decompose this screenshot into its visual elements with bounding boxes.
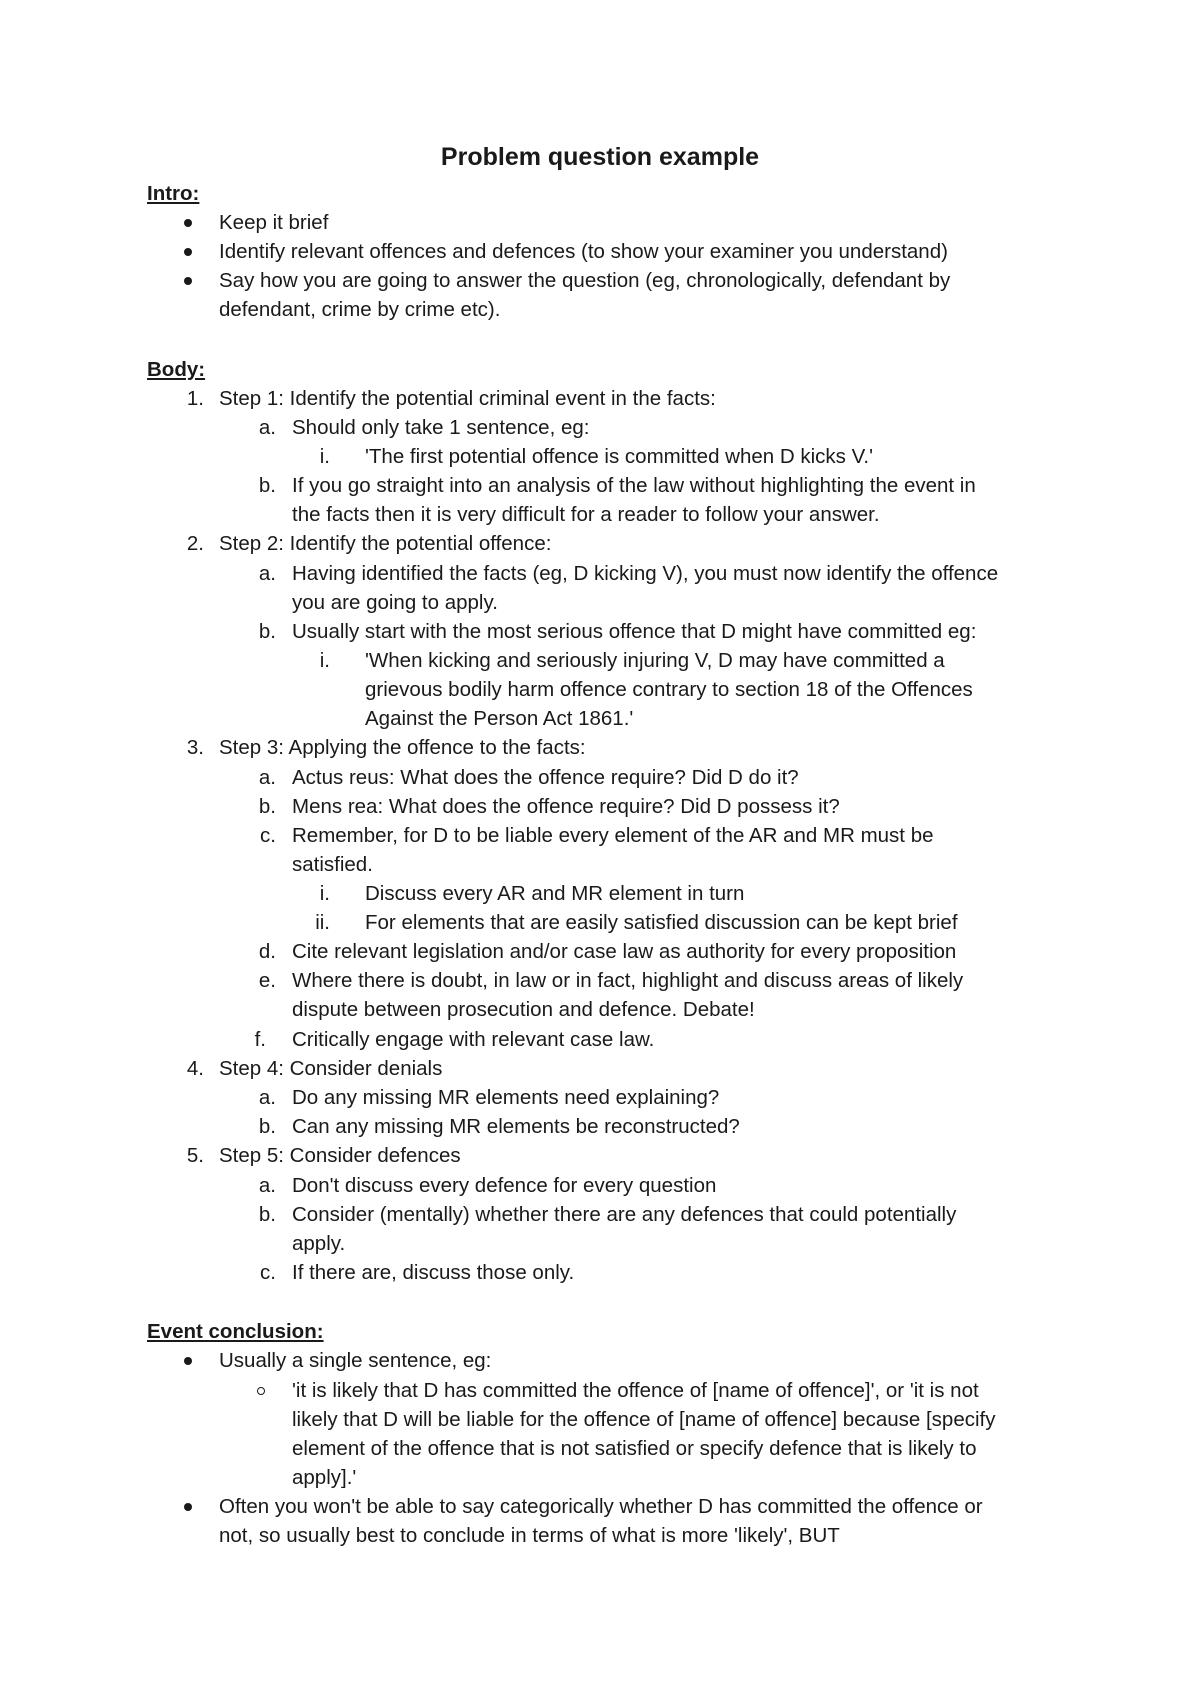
step-3-text: Step 3: Applying the offence to the facts: bbox=[219, 736, 586, 759]
list-roman: ii. bbox=[315, 911, 330, 934]
list-letter: a. bbox=[258, 1086, 276, 1109]
list-letter: b. bbox=[258, 1115, 276, 1138]
conclusion-subitem-continuation: likely that D will be liable for the offence of [name of offence] because [specify bbox=[292, 1408, 996, 1431]
list-number: 3. bbox=[186, 736, 204, 759]
list-letter: c. bbox=[260, 824, 276, 847]
bullet-icon bbox=[184, 1503, 192, 1511]
step-3-c-continuation: satisfied. bbox=[292, 853, 373, 876]
step-4-a-text: Do any missing MR elements need explaining? bbox=[292, 1086, 720, 1109]
step-3-f-text: Critically engage with relevant case law. bbox=[292, 1028, 655, 1051]
step-5-b-text: Consider (mentally) whether there are any defences that could potentially bbox=[292, 1203, 957, 1226]
intro-heading: Intro: bbox=[147, 182, 200, 205]
step-4-b-text: Can any missing MR elements be reconstructed? bbox=[292, 1115, 740, 1138]
document-title: Problem question example bbox=[440, 143, 760, 171]
list-letter: a. bbox=[258, 766, 276, 789]
step-1-a-i-text: 'The first potential offence is committed when D kicks V.' bbox=[365, 445, 874, 468]
list-roman: i. bbox=[319, 445, 330, 468]
list-letter: e. bbox=[258, 969, 276, 992]
step-2-text: Step 2: Identify the potential offence: bbox=[219, 532, 552, 555]
list-roman: i. bbox=[319, 649, 330, 672]
hollow-bullet-icon bbox=[257, 1387, 265, 1395]
conclusion-item: Often you won't be able to say categorically whether D has committed the offence or bbox=[219, 1495, 983, 1518]
step-4-text: Step 4: Consider denials bbox=[219, 1057, 443, 1080]
step-5-c-text: If there are, discuss those only. bbox=[292, 1261, 575, 1284]
step-3-c-text: Remember, for D to be liable every element of the AR and MR must be bbox=[292, 824, 934, 847]
step-3-e-text: Where there is doubt, in law or in fact, highlight and discuss areas of likely bbox=[292, 969, 964, 992]
list-letter: a. bbox=[258, 1174, 276, 1197]
intro-item: Identify relevant offences and defences (to show your examiner you understand) bbox=[219, 240, 948, 263]
list-letter: b. bbox=[258, 795, 276, 818]
list-letter: a. bbox=[258, 416, 276, 439]
step-1-b-text: If you go straight into an analysis of the law without highlighting the event in bbox=[292, 474, 976, 497]
list-number: 2. bbox=[186, 532, 204, 555]
step-2-a-continuation: you are going to apply. bbox=[292, 591, 498, 614]
list-number: 5. bbox=[186, 1144, 204, 1167]
step-3-c-ii-text: For elements that are easily satisfied discussion can be kept brief bbox=[365, 911, 958, 934]
step-2-b-i-continuation: Against the Person Act 1861.' bbox=[365, 707, 634, 730]
list-number: 4. bbox=[186, 1057, 204, 1080]
list-letter: a. bbox=[258, 562, 276, 585]
body-heading: Body: bbox=[147, 358, 206, 381]
step-1-text: Step 1: Identify the potential criminal event in the facts: bbox=[219, 387, 716, 410]
conclusion-item-continuation: not, so usually best to conclude in terms of what is more 'likely', BUT bbox=[219, 1524, 840, 1547]
step-3-b-text: Mens rea: What does the offence require? Did D possess it? bbox=[292, 795, 840, 818]
step-2-b-i-continuation: grievous bodily harm offence contrary to section 18 of the Offences bbox=[365, 678, 973, 701]
list-letter: c. bbox=[260, 1261, 276, 1284]
step-1-a-text: Should only take 1 sentence, eg: bbox=[292, 416, 590, 439]
list-letter: b. bbox=[258, 474, 276, 497]
intro-item: Keep it brief bbox=[219, 211, 329, 234]
conclusion-subitem: 'it is likely that D has committed the offence of [name of offence]', or 'it is not bbox=[292, 1379, 979, 1402]
step-5-text: Step 5: Consider defences bbox=[219, 1144, 461, 1167]
bullet-icon bbox=[184, 248, 192, 256]
conclusion-item: Usually a single sentence, eg: bbox=[219, 1349, 492, 1372]
step-3-d-text: Cite relevant legislation and/or case law as authority for every proposition bbox=[292, 940, 957, 963]
list-roman: i. bbox=[319, 882, 330, 905]
bullet-icon bbox=[184, 219, 192, 227]
list-number: 1. bbox=[186, 387, 204, 410]
intro-item: Say how you are going to answer the question (eg, chronologically, defendant by bbox=[219, 269, 951, 292]
bullet-icon bbox=[184, 277, 192, 285]
step-2-a-text: Having identified the facts (eg, D kicking V), you must now identify the offence bbox=[292, 562, 999, 585]
list-letter: d. bbox=[258, 940, 276, 963]
conclusion-heading: Event conclusion: bbox=[147, 1320, 324, 1343]
list-letter: b. bbox=[258, 620, 276, 643]
conclusion-subitem-continuation: element of the offence that is not satisfied or specify defence that is likely to bbox=[292, 1437, 977, 1460]
step-1-b-continuation: the facts then it is very difficult for a reader to follow your answer. bbox=[292, 503, 880, 526]
step-3-c-i-text: Discuss every AR and MR element in turn bbox=[365, 882, 745, 905]
step-3-a-text: Actus reus: What does the offence require? Did D do it? bbox=[292, 766, 799, 789]
step-3-e-continuation: dispute between prosecution and defence. Debate! bbox=[292, 998, 755, 1021]
list-letter: b. bbox=[258, 1203, 276, 1226]
step-2-b-i-text: 'When kicking and seriously injuring V, D may have committed a bbox=[365, 649, 945, 672]
bullet-icon bbox=[184, 1357, 192, 1365]
step-2-b-text: Usually start with the most serious offence that D might have committed eg: bbox=[292, 620, 977, 643]
conclusion-subitem-continuation: apply].' bbox=[292, 1466, 357, 1489]
list-letter: f. bbox=[254, 1028, 266, 1051]
step-5-a-text: Don't discuss every defence for every question bbox=[292, 1174, 717, 1197]
intro-item-continuation: defendant, crime by crime etc). bbox=[219, 298, 501, 321]
step-5-b-continuation: apply. bbox=[292, 1232, 346, 1255]
